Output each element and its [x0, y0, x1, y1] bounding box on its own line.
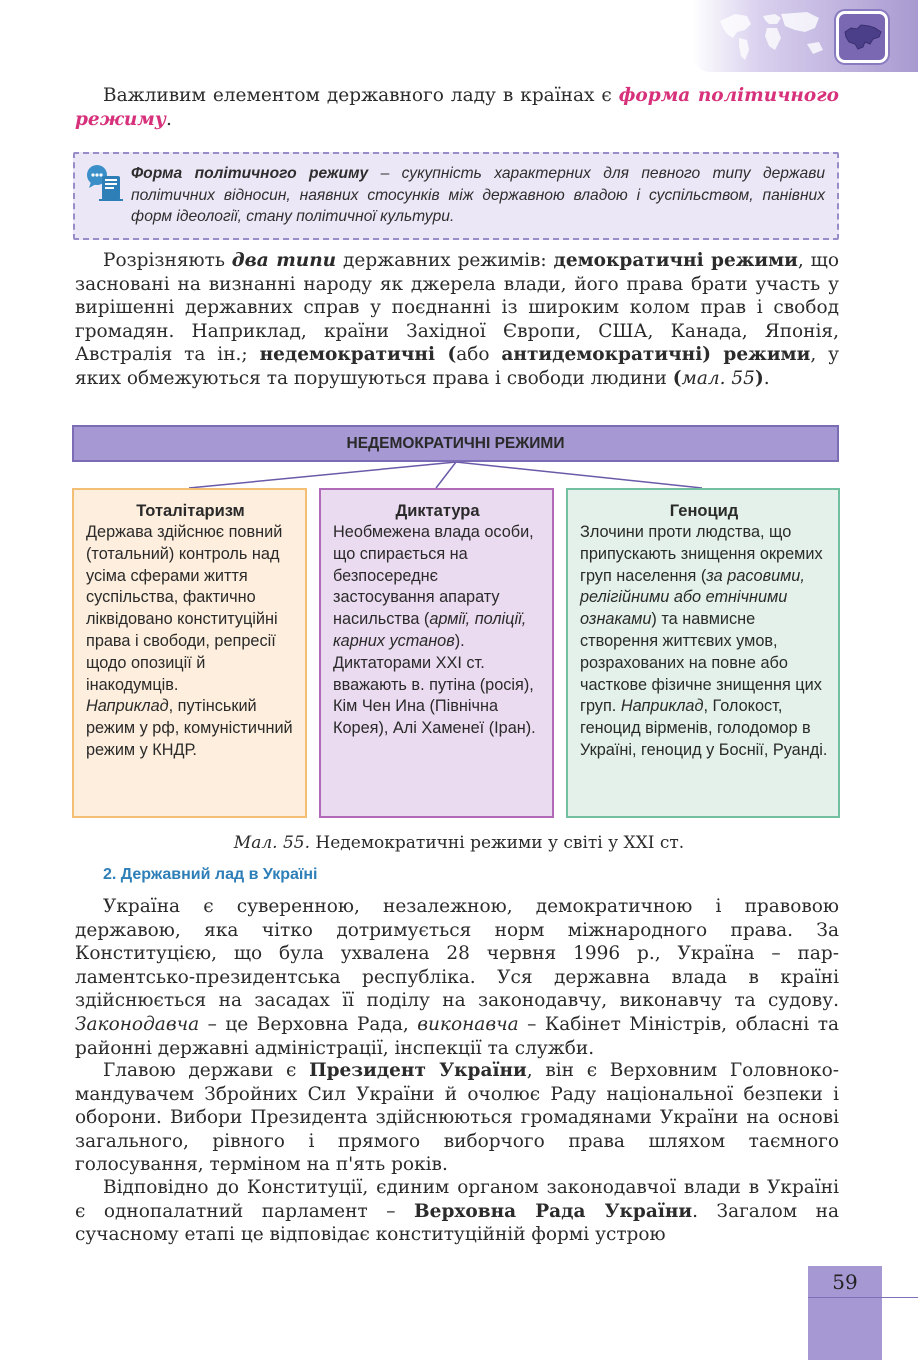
intro-paragraph: [75, 84, 839, 131]
section-heading: 2. Державний лад в Україні: [103, 866, 318, 883]
example-label: Наприклад: [620, 697, 704, 716]
president-term: Президент України: [309, 1060, 527, 1081]
antidemocratic-term: антидемократичні) режими: [501, 344, 811, 366]
text-run: .: [763, 367, 770, 389]
world-map-icon: [715, 6, 835, 66]
intro-text: Важливим елементом державного ладу в країнах є: [103, 85, 619, 106]
figure-reference: мал. 55: [681, 367, 755, 389]
text-run: Розрізняють: [103, 250, 232, 271]
rada-paragraph: [75, 1176, 839, 1247]
dictatorship-text: [333, 522, 542, 740]
president-paragraph: [75, 1059, 839, 1177]
text-run: , він є Верховним Головнокомандувачем Збройних Сил України й очолює Раду національної безпеки і оборони. Вибори Президента здійснюються громадянами України на основі загального, рівного і прямого виборчого права шляхом таємного голосування, терміном на п'ять років.: [75, 1060, 839, 1176]
text-run: Главою держави є: [103, 1060, 310, 1081]
example-label: Наприклад: [86, 697, 169, 716]
dictatorship-box: [319, 488, 554, 818]
dictatorship-heading: Диктатура: [395, 502, 480, 520]
text-run: Необмежена влада особи, що спирається на безпосереднє застосування апарату насильства (: [333, 523, 534, 629]
two-types-emphasis: два типи: [231, 250, 337, 271]
text-run: , що засновані на визнанні народу як джерела влади, його права брати участь у вирішенні державних справ у поєднанні із широким колом прав і свобод громадян. Наприклад, країни Західної Європи, США, Канада, Японія, Австралія та ін.;: [75, 250, 839, 366]
genocide-heading: Геноцид: [669, 502, 739, 520]
italic-run: армії, поліції, карних установ: [333, 610, 527, 650]
totalitarianism-box: [72, 488, 307, 818]
text-run: , Голокост, геноцид вірменів, голодомор в Україні, геноцид у Боснії, Руанді.: [580, 697, 828, 759]
intro-text-end: .: [165, 108, 172, 130]
democratic-regimes-term: демократичні режими: [553, 250, 798, 271]
definition-term: Форма політичного режиму: [131, 165, 369, 182]
definition-body: – сукупність характерних для певного типу держави політичних відносин, наявних стосунків між державною владою і суспільством, панівних форм ідеології, стану політичної культури.: [131, 165, 826, 225]
text-run: , у яких обмежуються та порушуються права і свободи людини: [75, 344, 840, 389]
text-run: Держава здійснює повний (тотальний) контроль над усіма сферами життя суспільства, фактично ліквідовано конституційні права і свободи, репресії щодо опозиції й інакодумців.: [86, 523, 283, 694]
genocide-text: [580, 522, 828, 762]
text-run: – це Верховна Рада,: [199, 1013, 418, 1035]
chat-book-icon: [85, 164, 123, 204]
text-run: ) та навмисне створення життєвих умов, розрахованих на повне або часткове фізичне знищення цих груп.: [580, 610, 822, 716]
types-paragraph: [75, 249, 839, 391]
legislative-term: Законодавча: [75, 1013, 200, 1035]
verkhovna-rada-term: Верховна Рада України: [414, 1200, 693, 1222]
caption-label: Мал. 55.: [233, 833, 311, 853]
text-run: ). Диктаторами ХХІ ст. вважають в. путіна (росія), Кім Чен Ина (Північна Корея), Алі Хаменеї (Іран).: [333, 631, 536, 738]
text-run: державних режимів:: [336, 250, 554, 271]
text-run: Відповідно до Конституції, єдиним органом законодавчої влади в Україні є однопалатний парламент –: [75, 1177, 839, 1222]
state-system-paragraph: [75, 895, 839, 1060]
paren: ): [754, 367, 764, 389]
figure-caption: [0, 832, 918, 854]
text-run: або: [456, 344, 502, 366]
page-number: 59: [832, 1270, 858, 1294]
totalitarianism-heading: Тоталітаризм: [136, 502, 245, 520]
text-run: . Загалом на сучасному етапі це відповідає конституційній формі устрою: [75, 1200, 840, 1246]
executive-term: виконавча: [417, 1013, 519, 1035]
ukraine-badge: [836, 11, 888, 63]
definition-box: [73, 152, 839, 240]
nondemocratic-term: недемократичні (: [259, 344, 457, 366]
italic-run: за расовими, релігійними або етнічними ознаками: [580, 566, 805, 629]
definition-text: [131, 163, 825, 228]
intro-term: форма політичного режиму: [75, 85, 840, 130]
text-run: Злочини проти людства, що припускають знищення окремих груп населення (: [580, 523, 823, 585]
ukraine-map-icon: [843, 22, 883, 52]
diagram-title: НЕДЕМОКРАТИЧНІ РЕЖИМИ: [72, 425, 839, 462]
totalitarianism-text: [86, 522, 295, 762]
text-run: Україна є суверенною, незалежною, демократичною і правовою державою, яка чітко дотримується норм міжнародного права. За Конституцією, що була ухвалена 28 червня 1996 р., Україна – парламентсько-президентська республіка. Уся державна влада в країні здійснюється на засадах її поділу на законодавчу, виконавчу та судову.: [75, 896, 839, 1012]
text-run: , путінський режим у рф, комуністичний режим у КНДР.: [86, 697, 293, 759]
paren: (: [672, 367, 682, 389]
caption-text: Недемократичні режими у світі у ХХІ ст.: [310, 833, 685, 853]
text-run: – Кабінет Міністрів, обласні та районні державні адміністрації, інспекції та служби.: [75, 1013, 839, 1059]
genocide-box: [566, 488, 840, 818]
